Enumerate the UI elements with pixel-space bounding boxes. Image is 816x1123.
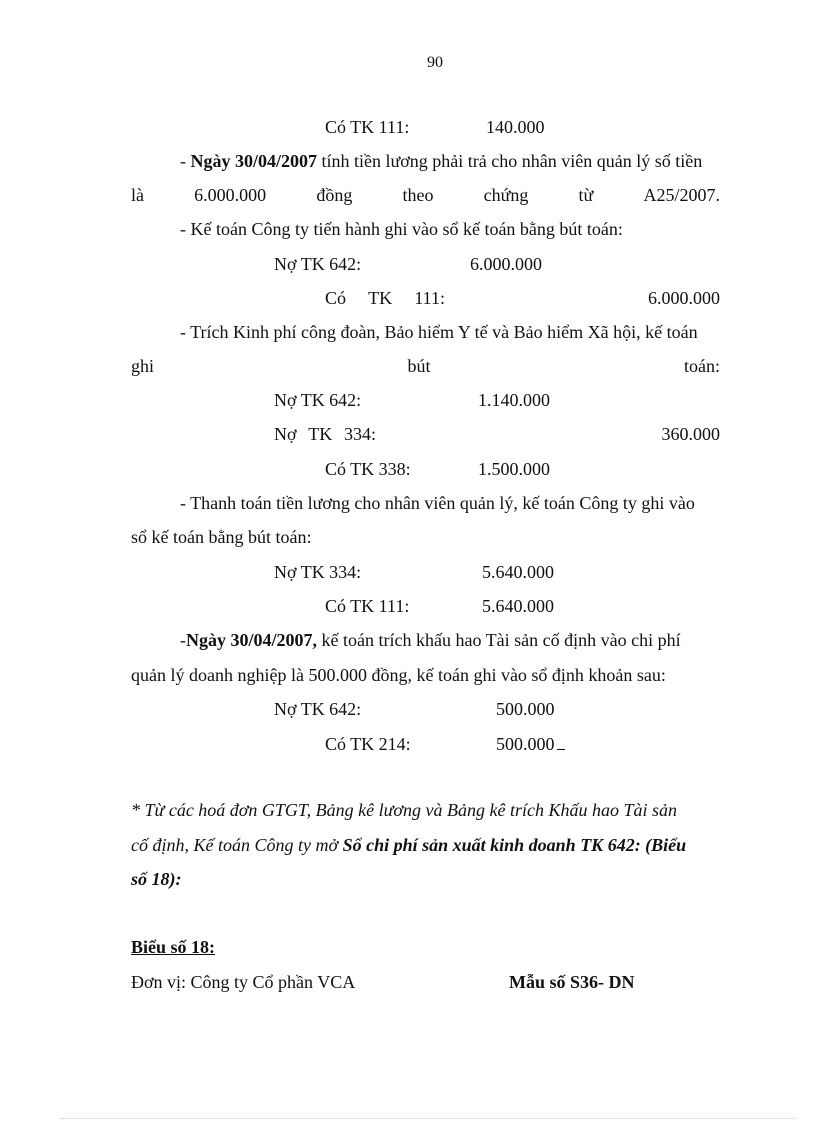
note-line1: * Từ các hoá đơn GTGT, Bảng kê lương và Bảng kê trích Khấu hao Tài sản: [131, 800, 677, 820]
word: TK: [368, 288, 393, 308]
word: Có: [325, 288, 347, 308]
word: TK: [308, 424, 333, 444]
underscore-mark: [557, 735, 565, 750]
entry-credit-338-amount: 1.500.000: [478, 459, 550, 479]
dash: -: [180, 630, 186, 650]
entry-credit-111-account: Có TK 111:: [325, 117, 410, 137]
note-line3: số 18):: [131, 869, 182, 889]
entry-debit-642c-account: Nợ TK 642:: [274, 699, 362, 719]
form-number: Mẫu số S36- DN: [509, 972, 635, 992]
entry-credit-111b-account: Có TK 111:: [325, 596, 410, 616]
unit-label: Đơn vị: Công ty Cổ phần VCA: [131, 972, 356, 992]
entry-debit-334-account-spaced: [274, 423, 376, 445]
word: bút: [407, 356, 431, 376]
word: 6.000.000: [194, 185, 267, 205]
word: 111:: [414, 288, 445, 308]
text: cố định, Kế toán Công ty mở: [131, 835, 343, 855]
entry-credit-214-account: Có TK 214:: [325, 734, 411, 754]
entry-debit-642b-amount: 1.140.000: [478, 390, 550, 410]
dash: -: [180, 151, 191, 171]
entry-debit-642b-account: Nợ TK 642:: [274, 390, 362, 410]
paragraph-payment-line2: sổ kế toán bằng bút toán:: [131, 527, 312, 547]
date-bold: Ngày 30/04/2007: [190, 151, 318, 171]
date-bold: Ngày 30/04/2007,: [186, 630, 318, 650]
note-line2: [131, 834, 686, 856]
word: chứng: [483, 185, 529, 205]
entry-debit-642-account: Nợ TK 642:: [274, 254, 362, 274]
word: Nợ: [274, 424, 297, 444]
word: là: [131, 185, 144, 205]
amount-text: 500.000: [496, 734, 555, 754]
footer-divider: [60, 1118, 796, 1119]
entry-debit-334b-amount: 5.640.000: [482, 562, 554, 582]
text: kế toán trích khấu hao Tài sản cố định vào chi phí: [317, 630, 681, 650]
paragraph-salary-line1: [180, 150, 702, 172]
word: đồng: [316, 185, 353, 205]
paragraph-depreciation-line2: quản lý doanh nghiệp là 500.000 đồng, kế toán ghi vào sổ định khoản sau:: [131, 665, 666, 685]
paragraph-fund-line1: - Trích Kinh phí công đoàn, Bảo hiểm Y tế và Bảo hiểm Xã hội, kế toán: [180, 322, 698, 342]
entry-credit-214-amount: [496, 733, 565, 755]
page-number: 90: [427, 54, 443, 71]
entry-credit-111-amount: 140.000: [486, 117, 545, 137]
paragraph-fund-line2: [131, 355, 720, 377]
entry-credit-338-account: Có TK 338:: [325, 459, 411, 479]
text-bold: Sổ chi phí sản xuất kinh doanh TK 642: (Biểu: [342, 835, 687, 855]
text: tính tiền lương phải trả cho nhân viên quản lý số tiền: [317, 151, 703, 171]
word: 334:: [343, 424, 376, 444]
paragraph-record-entry: - Kế toán Công ty tiến hành ghi vào sổ kế toán bằng bút toán:: [180, 219, 623, 239]
entry-credit-111-amount-right: 6.000.000: [648, 288, 720, 308]
paragraph-salary-line2: [131, 184, 720, 206]
entry-debit-642-amount: 6.000.000: [470, 254, 542, 274]
word: toán:: [684, 356, 720, 376]
entry-debit-642c-amount: 500.000: [496, 699, 555, 719]
table-heading: Biểu số 18:: [131, 937, 216, 957]
entry-credit-111b-amount: 5.640.000: [482, 596, 554, 616]
entry-credit-111-account-spaced: [325, 287, 445, 309]
word: ghi: [131, 356, 155, 376]
paragraph-depreciation-line1: [180, 629, 681, 651]
word: từ: [578, 185, 594, 205]
entry-debit-334b-account: Nợ TK 334:: [274, 562, 362, 582]
word: theo: [402, 185, 434, 205]
entry-debit-334-amount: 360.000: [661, 424, 720, 444]
word: A25/2007.: [643, 185, 720, 205]
paragraph-payment-line1: - Thanh toán tiền lương cho nhân viên quản lý, kế toán Công ty ghi vào: [180, 493, 695, 513]
